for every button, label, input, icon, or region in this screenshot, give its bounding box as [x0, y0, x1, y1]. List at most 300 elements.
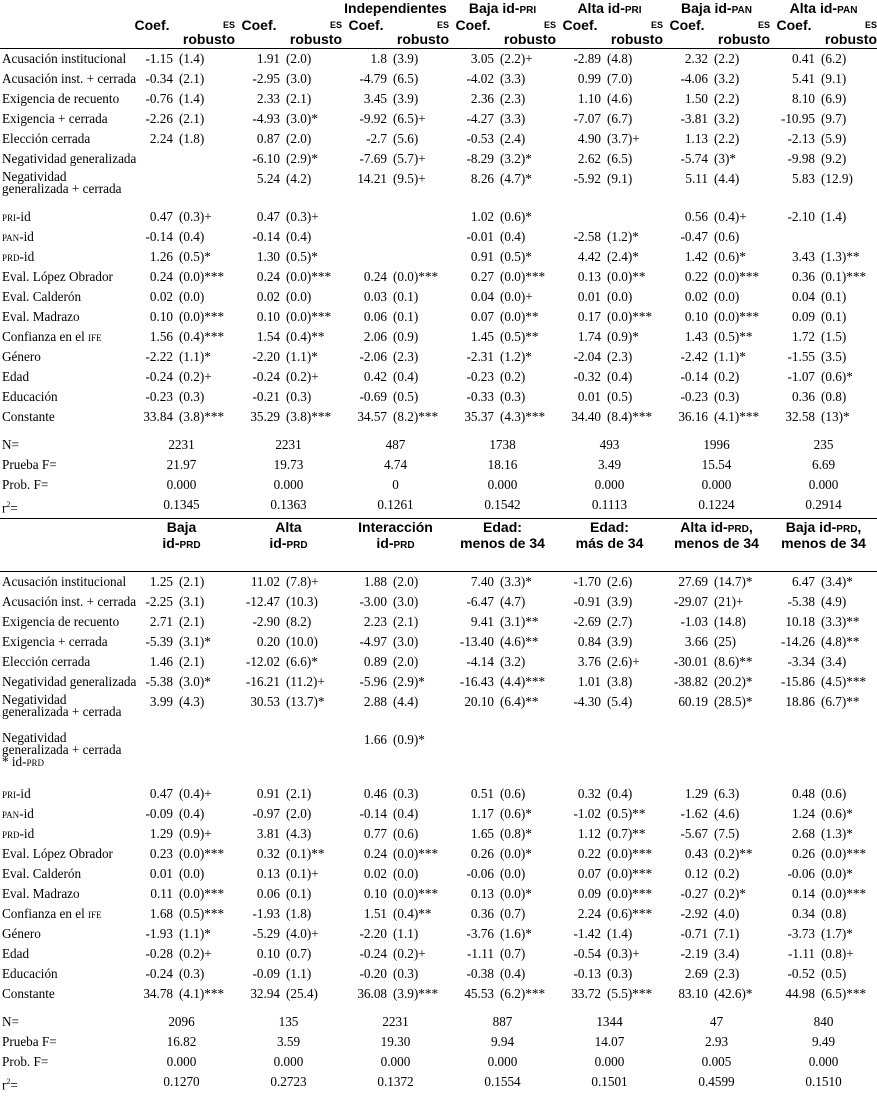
robust-se: (6.7): [607, 111, 633, 126]
coefficient: 9.41: [470, 614, 494, 630]
robust-se: (0.4): [286, 229, 312, 244]
row-label: Exigencia + cerrada: [2, 111, 108, 126]
coefficient: 1.30: [256, 249, 280, 264]
coefficient: -0.32: [573, 369, 601, 384]
row-label: Negatividad generalizada + cerrada: [2, 692, 122, 720]
coefficient: 1.46: [149, 654, 173, 670]
coefficient: -0.97: [252, 806, 280, 822]
robust-se: (9.5)+: [393, 171, 426, 186]
stat-value: 1344: [596, 1014, 623, 1030]
se-label: ES: [436, 20, 449, 30]
coefficient: 0.02: [149, 289, 173, 304]
coefficient: 0.11: [150, 886, 173, 902]
stat-value: 0.1510: [805, 1074, 842, 1090]
row-label: Negatividad generalizada: [2, 151, 137, 166]
robust-se: (6.2): [821, 51, 847, 66]
coefficient: -5.92: [573, 171, 601, 186]
robust-se: (9.7): [821, 111, 847, 126]
coefficient: -5.96: [359, 674, 387, 690]
robust-se: (0.2)+: [393, 946, 426, 962]
robust-se: (0.3)+: [179, 209, 212, 224]
coefficient: -1.93: [252, 906, 280, 922]
robust-se: (0.3): [714, 389, 740, 404]
coefficient: -2.19: [680, 946, 708, 962]
group-header-1: [235, 0, 342, 16]
stat-value: 3.49: [597, 457, 622, 472]
coefficient: -3.00: [359, 594, 387, 610]
stat-value: 2231: [382, 1014, 409, 1030]
robust-se: (2.2): [714, 131, 740, 146]
robust-se: (0.0)***: [607, 886, 653, 902]
row-label: Género: [2, 349, 41, 364]
rule-cell: [128, 551, 176, 572]
coefficient: -6.10: [252, 151, 280, 166]
robust-se: (2.2)+: [500, 51, 533, 66]
coefficient: 5.24: [256, 171, 280, 186]
robust-se: (2.4): [500, 131, 526, 146]
coefficient: 0.14: [791, 886, 816, 902]
coefficient: 0.01: [577, 289, 601, 304]
robust-se: (9.1): [821, 71, 847, 86]
robust-se: (7.1): [714, 926, 740, 942]
robust-se: (3.0): [393, 594, 419, 610]
robust-se: (0.4)+: [179, 786, 212, 802]
subheader-spacer: [0, 16, 128, 49]
robust-se: (0.5)*: [286, 249, 318, 264]
robust-se: (6.9): [821, 91, 847, 106]
robust-se: [390, 227, 449, 247]
coefficient: 11.02: [250, 574, 280, 590]
robust-se: (3.0): [286, 71, 312, 86]
robust-se: (0.0): [393, 866, 419, 882]
coefficient: -2.89: [573, 51, 601, 66]
se-header: [711, 16, 770, 49]
table-row: [0, 69, 877, 89]
robust-se: (0.0): [500, 866, 526, 882]
robust-se: (0.1)**: [286, 846, 325, 862]
robust-se: (0.0)***: [286, 269, 332, 284]
robust-se: (6.3): [714, 786, 740, 802]
coefficient: 0.01: [149, 866, 173, 882]
robust-se: (4.2): [286, 171, 312, 186]
robust-se: (0.8): [821, 389, 847, 404]
coefficient: -0.01: [466, 229, 494, 244]
coefficient: 0.09: [577, 886, 601, 902]
robust-se: (0.9): [393, 329, 419, 344]
coefficient: 0.07: [470, 309, 494, 324]
coefficient: 33.72: [571, 986, 601, 1002]
coefficient: -4.93: [252, 111, 280, 126]
coefficient: -15.86: [780, 674, 816, 690]
coefficient: -1.02: [573, 806, 601, 822]
stat-value: 0.000: [808, 1054, 839, 1070]
stat-value: 9.94: [490, 1034, 515, 1050]
row-label: Negatividad generalizada + cerrada * id-prd: [2, 730, 122, 770]
stat-value: 0: [392, 477, 399, 492]
coefficient: 1.25: [149, 574, 173, 590]
robust-se: (25): [714, 634, 736, 650]
robust-se: (3.9): [607, 634, 633, 650]
table-row: [0, 672, 877, 692]
stat-row: [0, 455, 877, 475]
stat-value: 14.07: [594, 1034, 625, 1050]
robust-se: (21)+: [714, 594, 744, 610]
robust-se: (4.4): [714, 171, 740, 186]
robust-se: (0.6)*: [500, 209, 532, 224]
robust-se: (5.5)***: [607, 986, 653, 1002]
robust-se: (3.9): [393, 91, 419, 106]
robust-se: (0.3): [607, 966, 633, 982]
group-header-5: Alta id-prd, menos de 34: [663, 519, 770, 552]
robust-se: (4.0)+: [286, 926, 319, 942]
coefficient: 1.02: [470, 209, 494, 224]
spacer: [235, 1004, 342, 1012]
coefficient: -7.69: [359, 151, 387, 166]
table-row: [0, 884, 877, 904]
coefficient: -0.09: [145, 806, 173, 822]
robust-se: (4.6): [714, 806, 740, 822]
robust-se: (2.0): [393, 574, 419, 590]
group-header-2: Interacción id-prd: [342, 519, 449, 552]
coefficient: 7.40: [470, 574, 494, 590]
robust-se: (2.0): [286, 806, 312, 822]
coefficient: 0.47: [149, 209, 173, 224]
stat-value: 487: [385, 437, 406, 452]
robust-se: (0.1): [821, 309, 847, 324]
coefficient: -3.81: [680, 111, 708, 126]
coefficient: 0.06: [256, 886, 280, 902]
row-label: Edad: [2, 946, 30, 962]
robust-se: (0.5)***: [179, 906, 225, 922]
coefficient: -0.24: [145, 966, 173, 982]
coefficient: 2.69: [684, 966, 708, 982]
coefficient: -0.34: [145, 71, 173, 86]
robust-se: (0.0)***: [821, 846, 867, 862]
stat-value: 0.005: [701, 1054, 732, 1070]
stat-row: [0, 1012, 877, 1032]
group-header-6: Baja id-prd, menos de 34: [770, 519, 877, 552]
robust-se: (0.4): [500, 966, 526, 982]
robust-se: (0.6): [393, 826, 419, 842]
robust-se: [604, 730, 663, 784]
stat-value: 887: [492, 1014, 513, 1030]
table-row: [0, 387, 877, 407]
coefficient: -0.06: [787, 866, 816, 882]
stat-value: 0.1501: [591, 1074, 628, 1090]
coefficient: -0.53: [466, 131, 494, 146]
stat-value: 0.000: [487, 1054, 518, 1070]
table-row: [0, 864, 877, 884]
coefficient: 14.21: [357, 171, 387, 186]
coefficient: 34.40: [571, 409, 601, 424]
coefficient: -0.14: [145, 229, 173, 244]
robust-se: (9.2): [821, 151, 847, 166]
robust-label: robusto: [824, 31, 877, 47]
row-label: Acusación inst. + cerrada: [2, 71, 137, 86]
robust-se: (0.7): [286, 946, 312, 962]
robust-se: (0.0)***: [393, 269, 439, 284]
robust-se: (0.5)**: [500, 329, 539, 344]
robust-se: (6.4)**: [500, 694, 539, 710]
coefficient: [663, 730, 711, 784]
coefficient: -4.06: [680, 71, 708, 86]
robust-se: (0.0)***: [500, 269, 546, 284]
coefficient: -7.07: [573, 111, 601, 126]
robust-se: (3.3): [500, 71, 526, 86]
group-header-3: Edad: menos de 34: [449, 519, 556, 552]
coefficient: [556, 207, 604, 227]
robust-se: (13.7)*: [286, 694, 325, 710]
coefficient: -1.15: [145, 51, 173, 66]
stat-label: Prueba F=: [2, 457, 57, 472]
rule-cell: [711, 551, 770, 572]
robust-se: (42.6)*: [714, 986, 753, 1002]
coefficient: 35.29: [250, 409, 280, 424]
table-row: [0, 49, 877, 70]
coefficient: 0.24: [149, 269, 173, 284]
robust-se: (1.1)*: [179, 349, 211, 364]
coefficient: -0.21: [252, 389, 280, 404]
coefficient: 1.50: [684, 91, 708, 106]
robust-se: (1.7)*: [821, 926, 853, 942]
robust-se: (14.8): [714, 614, 746, 630]
robust-se: (0.4): [179, 229, 205, 244]
coefficient: -1.70: [573, 574, 601, 590]
group-header-1: Alta id-prd: [235, 519, 342, 552]
coefficient: 6.47: [791, 574, 816, 590]
robust-se: (8.2)***: [393, 409, 439, 424]
coefficient: -10.95: [780, 111, 816, 126]
robust-se: (2.1): [179, 71, 205, 86]
coefficient: -0.24: [359, 946, 387, 962]
robust-se: (3.1)*: [179, 634, 211, 650]
coefficient: 1.26: [149, 249, 173, 264]
robust-se: (0.9)*: [607, 329, 639, 344]
robust-se: (0.3): [179, 966, 205, 982]
robust-se: (5.4): [607, 694, 633, 710]
table-row: [0, 984, 877, 1004]
table-row: [0, 149, 877, 169]
robust-se: (8.4)***: [607, 409, 653, 424]
row-label: Acusación institucional: [2, 51, 127, 66]
coefficient: 0.36: [470, 906, 494, 922]
coefficient: 2.24: [577, 906, 601, 922]
stat-value: 2231: [168, 437, 195, 452]
coefficient: 1.10: [577, 91, 601, 106]
robust-se: (0.8): [821, 906, 847, 922]
coefficient: 0.10: [256, 946, 280, 962]
robust-se: (4.5)***: [821, 674, 867, 690]
stat-value: 0.000: [273, 477, 304, 492]
coefficient: -0.91: [573, 594, 601, 610]
coefficient: 44.98: [785, 986, 816, 1002]
robust-se: (2.4)*: [607, 249, 639, 264]
coefficient: 1.42: [684, 249, 708, 264]
coefficient: -4.30: [573, 694, 601, 710]
stat-value: 18.16: [487, 457, 518, 472]
robust-se: (3.4): [714, 946, 740, 962]
coefficient: 2.36: [470, 91, 494, 106]
coefficient: 2.71: [149, 614, 173, 630]
stat-value: 2096: [168, 1014, 195, 1030]
coefficient: 0.02: [684, 289, 708, 304]
stat-label: Prueba F=: [2, 1034, 57, 1050]
coef-header: Coef.: [663, 16, 711, 49]
robust-se: (10.3): [286, 594, 318, 610]
robust-se: (1.1): [286, 966, 312, 982]
robust-se: (3.2)*: [500, 151, 532, 166]
robust-se: (0.6): [821, 786, 847, 802]
robust-se: (0.0)***: [607, 866, 653, 882]
robust-se: (2.1): [179, 614, 205, 630]
table-row: [0, 632, 877, 652]
coefficient: 1.91: [256, 51, 280, 66]
table-row: [0, 407, 877, 427]
coefficient: -9.98: [787, 151, 816, 166]
rule-cell: [556, 551, 604, 572]
coefficient: 5.41: [791, 71, 816, 86]
spacer: [663, 1004, 770, 1012]
stat-value: 19.73: [273, 457, 304, 472]
robust-se: (2.0): [286, 131, 312, 146]
robust-se: (14.7)*: [714, 574, 753, 590]
robust-se: (0.5)**: [607, 806, 646, 822]
table-row: [0, 730, 877, 784]
robust-label: robusto: [717, 31, 771, 47]
robust-se: (2.3): [714, 966, 740, 982]
panel1-subheader: [0, 16, 877, 49]
coefficient: -4.14: [466, 654, 494, 670]
se-header: [390, 16, 449, 49]
robust-se: (0.1): [286, 886, 312, 902]
robust-se: [283, 730, 342, 784]
coefficient: 1.43: [684, 329, 708, 344]
spacer: [342, 427, 449, 435]
robust-se: (6.5): [393, 71, 419, 86]
robust-se: (1.3)*: [821, 826, 853, 842]
row-label: Educación: [2, 966, 58, 982]
row-label: Eval. Madrazo: [2, 886, 80, 902]
robust-se: (2.1): [393, 614, 419, 630]
robust-se: (0.2)+: [179, 369, 212, 384]
coefficient: -0.23: [680, 389, 708, 404]
robust-se: (28.5)*: [714, 694, 753, 710]
robust-se: [176, 730, 235, 784]
table-row: [0, 592, 877, 612]
coefficient: -0.47: [680, 229, 708, 244]
robust-se: (0.7): [500, 946, 526, 962]
coefficient: 0.36: [791, 389, 816, 404]
coefficient: 1.8: [370, 51, 387, 66]
robust-se: (4.1)***: [179, 986, 225, 1002]
coefficient: 8.26: [470, 171, 494, 186]
robust-se: (3.9): [607, 594, 633, 610]
coefficient: 0.20: [256, 634, 280, 650]
coefficient: -1.42: [573, 926, 601, 942]
coefficient: 0.46: [363, 786, 387, 802]
coefficient: 33.84: [143, 409, 173, 424]
spacer: [128, 427, 235, 435]
spacer: [556, 427, 663, 435]
coefficient: 1.72: [791, 329, 816, 344]
robust-se: (0.0): [714, 289, 740, 304]
row-label: Eval. Madrazo: [2, 309, 80, 324]
coefficient: 0.06: [363, 309, 387, 324]
coefficient: 0.22: [577, 846, 601, 862]
coefficient: 2.06: [363, 329, 387, 344]
row-label: Constante: [2, 986, 55, 1002]
coefficient: -5.38: [145, 674, 173, 690]
robust-se: (1.1)*: [714, 349, 746, 364]
coefficient: -0.06: [466, 866, 494, 882]
coefficient: 20.10: [464, 694, 494, 710]
robust-se: (0.1): [393, 289, 419, 304]
coefficient: -2.26: [145, 111, 173, 126]
robust-se: (3.1): [179, 594, 205, 610]
coefficient: 0.13: [256, 866, 280, 882]
coefficient: 1.45: [470, 329, 494, 344]
robust-se: (6.7)**: [821, 694, 860, 710]
robust-se: (0.4)**: [286, 329, 325, 344]
coefficient: 1.29: [149, 826, 173, 842]
coefficient: -0.54: [573, 946, 601, 962]
coefficient: 3.05: [470, 51, 494, 66]
coefficient: 34.78: [143, 986, 173, 1002]
stat-value: 0.000: [166, 1054, 197, 1070]
robust-se: (0.0)+: [500, 289, 533, 304]
robust-se: (5.7)+: [393, 151, 426, 166]
rule-cell: [342, 551, 390, 572]
coefficient: 0.32: [577, 786, 601, 802]
row-label: Eval. López Obrador: [2, 846, 113, 862]
stat-value: 0.000: [380, 1054, 411, 1070]
row-label: Constante: [2, 409, 55, 424]
stat-value: 0.1542: [484, 497, 521, 512]
coefficient: -1.03: [680, 614, 708, 630]
spacer: [663, 427, 770, 435]
coefficient: 0.04: [791, 289, 816, 304]
coefficient: -0.24: [145, 369, 173, 384]
robust-se: (0.6): [500, 786, 526, 802]
table-row: [0, 247, 877, 267]
robust-se: (6.5): [607, 151, 633, 166]
stat-value: 0.000: [273, 1054, 304, 1070]
stat-value: 1738: [489, 437, 516, 452]
coefficient: 0.41: [791, 51, 816, 66]
coefficient: [128, 730, 176, 784]
robust-se: (0.0)***: [714, 309, 760, 324]
robust-se: (4.0): [714, 906, 740, 922]
coefficient: -2.92: [680, 906, 708, 922]
coefficient: 3.81: [256, 826, 280, 842]
coefficient: 2.33: [256, 91, 280, 106]
coefficient: 0.09: [791, 309, 816, 324]
coefficient: 2.68: [791, 826, 816, 842]
robust-se: (2.1): [286, 91, 312, 106]
robust-se: (0.4)**: [393, 906, 432, 922]
coefficient: -16.21: [245, 674, 280, 690]
coefficient: -2.13: [787, 131, 816, 146]
panel1-group-header: [0, 0, 877, 16]
robust-se: (3.9)***: [393, 986, 439, 1002]
robust-se: (3.8)***: [179, 409, 225, 424]
robust-se: (0.5): [607, 389, 633, 404]
robust-se: (0.1): [821, 289, 847, 304]
coefficient: -9.92: [359, 111, 387, 126]
coefficient: -0.27: [680, 886, 708, 902]
robust-se: (4.6)**: [500, 634, 539, 650]
row-label: Negatividad generalizada: [2, 674, 137, 690]
